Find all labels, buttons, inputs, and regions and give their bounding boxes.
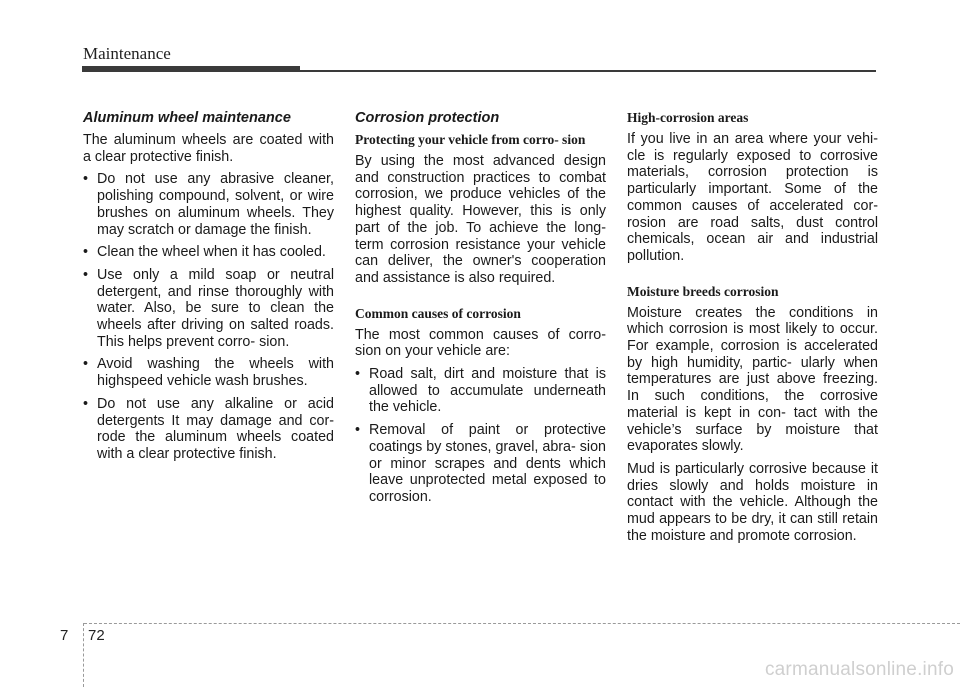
- paragraph-common-causes: The most common causes of corro- sion on your vehicle are:: [355, 326, 606, 360]
- bullet-icon: •: [83, 244, 89, 261]
- list-item-text: Use only a mild soap or neutral detergent, and rinse thoroughly with water. Also, be sure to clean the wheels after driving on salted roads. This helps prevent corro- sion.: [97, 266, 334, 350]
- paragraph-moisture: Moisture creates the conditions in which corrosion is most likely to occur. For example, corrosion is accelerated by high humidity, partic- ularly when temperatures are just above freezing. In such conditions, the corrosive material is kept in con- tact with the vehicle’s surface by moisture that evaporates slowly.: [627, 304, 878, 455]
- list-item-text: Avoid washing the wheels with highspeed vehicle wash brushes.: [97, 356, 334, 390]
- list-item: [355, 422, 606, 506]
- page-header-title: Maintenance: [83, 44, 171, 63]
- header-rule-thin: [300, 70, 876, 72]
- bullet-icon: •: [83, 395, 89, 412]
- paragraph-intro: The aluminum wheels are coated with a clear protective finish.: [83, 132, 334, 165]
- list-item-text: Removal of paint or protective coatings by stones, gravel, abra- sion or minor scrapes and dents which leave unprotected metal exposed to corrosion.: [369, 422, 606, 505]
- list-item-text: Road salt, dirt and moisture that is allowed to accumulate underneath the vehicle.: [369, 366, 606, 416]
- column-aluminum-wheel: [83, 110, 334, 469]
- subheading-protecting: Protecting your vehicle from corro- sion: [355, 132, 586, 147]
- list-item-text: Clean the wheel when it has cooled.: [97, 244, 326, 261]
- bullet-icon: •: [355, 422, 361, 439]
- page-number: 72: [88, 627, 105, 644]
- list-item: [83, 396, 334, 463]
- bullet-icon: •: [83, 356, 89, 373]
- list-item: [83, 244, 334, 261]
- footer-dashed-line: [84, 623, 960, 624]
- watermark: carmanualsonline.info: [764, 659, 954, 680]
- footer-dashed-separator: [83, 623, 85, 687]
- paragraph-high-corrosion: If you live in an area where your vehi- cle is regularly exposed to corrosive materials, corrosion protection is particularly important. Some of the common causes of accelerated cor- rosion are road salts, dust control chemicals, ocean air and industrial pollution.: [627, 131, 878, 264]
- bullet-icon: •: [83, 266, 89, 283]
- bullet-list-causes: [355, 366, 606, 506]
- header-rule-thick: [82, 66, 300, 72]
- bullet-list-aluminum: [83, 171, 334, 462]
- section-heading-aluminum-wheel: Aluminum wheel maintenance: [83, 110, 291, 126]
- list-item: [83, 267, 334, 351]
- bullet-icon: •: [355, 366, 361, 383]
- list-item: [83, 356, 334, 389]
- list-item: [83, 171, 334, 238]
- column-corrosion-protection: [355, 110, 606, 512]
- bullet-icon: •: [83, 171, 89, 188]
- paragraph-mud: Mud is particularly corrosive because it dries slowly and holds moisture in contact with the vehicle. Although the mud appears to be dry, it can still retain the moisture and promote corrosion.: [627, 460, 878, 544]
- subheading-moisture: Moisture breeds corrosion: [627, 283, 779, 299]
- list-item: [355, 366, 606, 416]
- subheading-common-causes: Common causes of corrosion: [355, 305, 521, 321]
- section-heading-corrosion: Corrosion protection: [355, 110, 500, 126]
- list-item-text: Do not use any alkaline or acid detergents It may damage and cor- rode the aluminum wheels coated with a clear protective finish.: [97, 395, 334, 462]
- subheading-high-corrosion: High-corrosion areas: [627, 110, 749, 125]
- list-item-text: Do not use any abrasive cleaner, polishing compound, solvent, or wire brushes on aluminum wheels. They may scratch or damage the finish.: [97, 171, 334, 238]
- column-high-corrosion: [627, 110, 878, 550]
- chapter-number: 7: [60, 627, 69, 644]
- paragraph-protecting: By using the most advanced design and construction practices to combat corrosion, we produce vehicles of the highest quality. However, this is only part of the job. To achieve the long-term corrosion resistance your vehicle can deliver, the owner's cooperation and assistance is also required.: [355, 153, 606, 286]
